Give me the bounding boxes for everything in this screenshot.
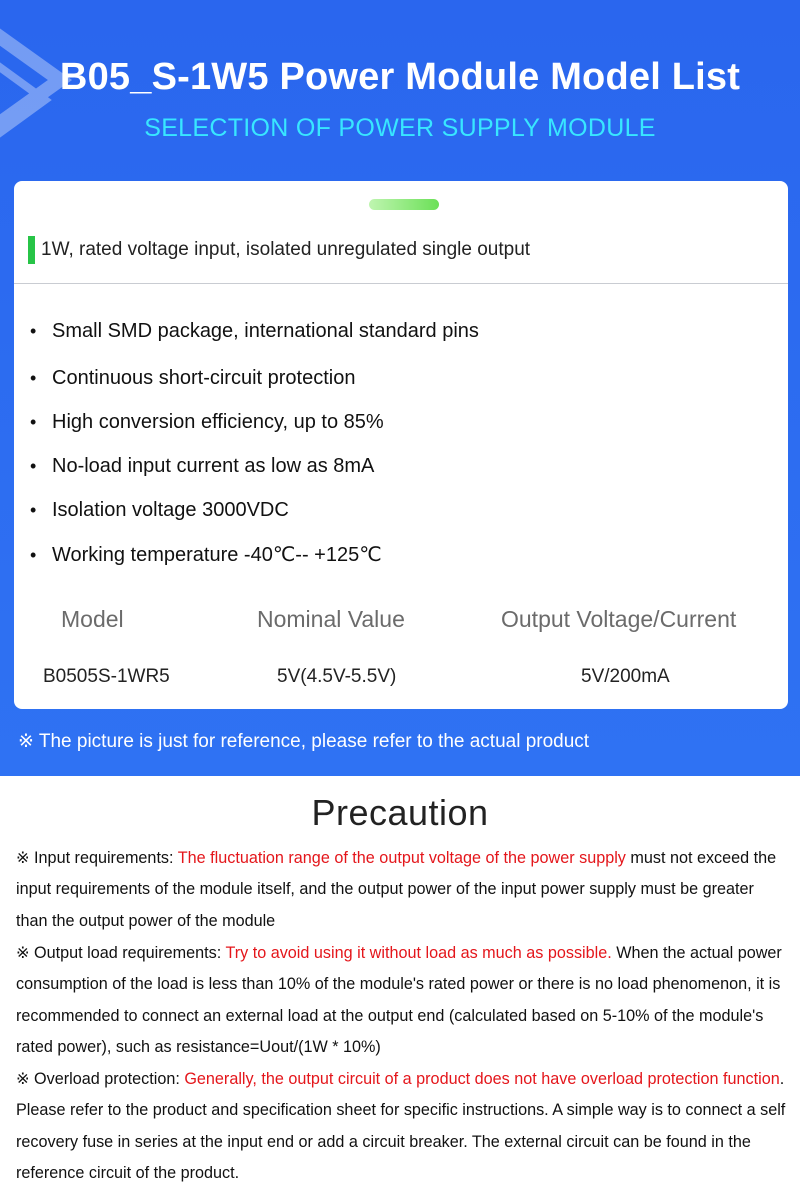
bullet-icon: • [30, 545, 37, 565]
input-label: ※ Input requirements: [16, 849, 178, 867]
table-header-model: Model [61, 606, 124, 632]
bullet-icon: • [30, 500, 37, 520]
table-header-output: Output Voltage/Current [501, 606, 737, 632]
intro-text: 1W, rated voltage input, isolated unregulated single output [41, 239, 531, 260]
overload-text: . Please refer to the product and specification sheet for specific instructions. A simple way is to connect a self recovery fuse in series at the input end or add a circuit breaker. The external circuit can be found in the reference circuit of the product. [16, 1070, 786, 1183]
spec-card [14, 181, 788, 709]
accent-bar [28, 236, 35, 264]
feature-item [30, 411, 384, 434]
bullet-icon: • [30, 321, 37, 341]
page-title: B05_S-1W5 Power Module Model List [59, 56, 741, 98]
precaution-overload [16, 1064, 788, 1190]
feature-item [30, 455, 374, 478]
page-subtitle: SELECTION OF POWER SUPPLY MODULE [144, 114, 656, 142]
feature-text: Isolation voltage 3000VDC [52, 499, 289, 521]
overload-highlight: Generally, the output circuit of a product does not have overload protection function [184, 1070, 780, 1088]
table-cell-nominal: 5V(4.5V-5.5V) [277, 666, 397, 687]
precaution-output [16, 938, 788, 1064]
overload-label: ※ Overload protection: [16, 1070, 185, 1088]
feature-text: Small SMD package, international standard pins [52, 320, 479, 342]
feature-text: Working temperature -40℃-- +125℃ [52, 544, 382, 566]
feature-text: High conversion efficiency, up to 85% [52, 411, 384, 433]
table-header-nominal: Nominal Value [257, 606, 405, 632]
input-highlight: The fluctuation range of the output voltage of the power supply [177, 849, 626, 867]
divider [14, 283, 788, 284]
table-cell-output: 5V/200mA [581, 666, 670, 687]
bullet-icon: • [30, 456, 37, 476]
input-text: must not exceed the input requirements of the module itself, and the output power of the input power supply must be greater than the output power of the module [16, 849, 777, 930]
output-highlight: Try to avoid using it without load as much as possible. [225, 944, 612, 962]
bullet-icon: • [30, 368, 37, 388]
feature-item [30, 499, 289, 522]
feature-item [30, 320, 479, 343]
precaution-input [16, 843, 788, 937]
bullet-icon: • [30, 412, 37, 432]
feature-text: No-load input current as low as 8mA [52, 455, 375, 477]
reference-note: ※ The picture is just for reference, please refer to the actual product [18, 731, 590, 752]
precaution-title: Precaution [311, 792, 489, 833]
output-text: When the actual power consumption of the load is less than 10% of the module's rated power or there is no load phenomenon, it is recommended to connect an external load at the output end (calculated based on 5-10% of the module's rated power), such as resistance=Uout/(1W * 10%) [16, 944, 782, 1057]
output-label: ※ Output load requirements: [16, 944, 226, 962]
table-cell-model: B0505S-1WR5 [43, 666, 170, 687]
feature-item [30, 367, 355, 390]
feature-item [30, 542, 382, 567]
decorative-pill [369, 199, 439, 210]
feature-text: Continuous short-circuit protection [52, 367, 356, 389]
